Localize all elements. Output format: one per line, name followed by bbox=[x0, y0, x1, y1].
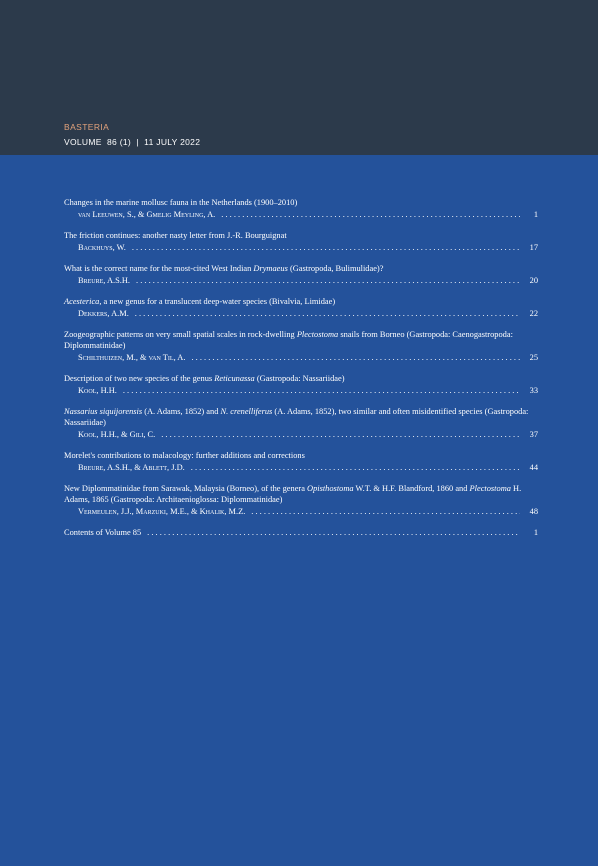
author-line bbox=[64, 308, 538, 319]
toc-entry[interactable] bbox=[64, 296, 538, 319]
journal-name: BASTERIA bbox=[64, 122, 110, 132]
article-title bbox=[64, 230, 538, 241]
title-text: What is the correct name for the most-cited West Indian bbox=[64, 264, 254, 273]
taxon-name: Opisthostoma bbox=[307, 484, 354, 493]
article-authors: Kool, H.H. bbox=[78, 386, 117, 395]
article-title bbox=[64, 263, 538, 274]
page-number: 25 bbox=[529, 353, 538, 362]
taxon-name: Plectostoma bbox=[469, 484, 511, 493]
page-number: 1 bbox=[533, 210, 538, 219]
taxon-name: N. crenelliferus bbox=[220, 407, 273, 416]
title-text: Description of two new species of the genus bbox=[64, 374, 215, 383]
article-title bbox=[64, 197, 538, 208]
article-authors: Breure, A.S.H., & Ablett, J.D. bbox=[78, 463, 185, 472]
title-text: (A. Adams, 1852) and bbox=[142, 407, 221, 416]
author-line bbox=[64, 209, 538, 220]
page-number: 22 bbox=[529, 309, 538, 318]
title-text: (Gastropoda: Nassariidae) bbox=[254, 374, 345, 383]
toc-entry[interactable] bbox=[64, 406, 538, 440]
article-authors: Breure, A.S.H. bbox=[78, 276, 131, 285]
dot-leader bbox=[161, 429, 520, 440]
article-title bbox=[64, 406, 538, 428]
toc-entries bbox=[64, 197, 538, 517]
article-title bbox=[64, 296, 538, 307]
author-line bbox=[64, 352, 538, 363]
toc-entry[interactable] bbox=[64, 450, 538, 473]
title-text: Changes in the marine mollusc fauna in the Netherlands (1900–2010) bbox=[64, 198, 298, 207]
article-authors: Dekkers, A.M. bbox=[78, 309, 129, 318]
article-title bbox=[64, 483, 538, 505]
contents-of-volume-page: 1 bbox=[533, 528, 538, 537]
page-number: 48 bbox=[529, 507, 538, 516]
page-number: 20 bbox=[529, 276, 538, 285]
article-authors: Backhuys, W. bbox=[78, 243, 126, 252]
article-title bbox=[64, 329, 538, 351]
title-text: (A. Adams, 1852), two similar and often misidentified species (Gastropoda: Nassariidae) bbox=[64, 407, 529, 427]
toc-entry[interactable] bbox=[64, 197, 538, 220]
issue-line: VOLUME 86 (1) | 11 JULY 2022 bbox=[64, 137, 201, 147]
page-number: 37 bbox=[529, 430, 538, 439]
author-line bbox=[64, 462, 538, 473]
author-line bbox=[64, 385, 538, 396]
page-number: 17 bbox=[529, 243, 538, 252]
dot-leader bbox=[251, 506, 520, 517]
article-title bbox=[64, 373, 538, 384]
title-text: New Diplommatinidae from Sarawak, Malaysia (Borneo), of the genera bbox=[64, 484, 308, 493]
taxon-name: Acesterica bbox=[64, 297, 100, 306]
table-of-contents bbox=[64, 197, 538, 538]
title-text: The friction continues: another nasty letter from J.-R. Bourguignat bbox=[64, 231, 287, 240]
title-text: snails from Borneo (Gastropoda: Caenogastropoda: Diplommatinidae) bbox=[64, 330, 513, 350]
author-line bbox=[64, 506, 538, 517]
title-text: W.T. & H.F. Blandford, 1860 and bbox=[353, 484, 470, 493]
dot-leader bbox=[132, 242, 520, 253]
dot-leader bbox=[135, 308, 520, 319]
title-text: , a new genus for a translucent deep-water species (Bivalvia, Limidae) bbox=[99, 297, 336, 306]
title-text: Zoogeographic patterns on very small spatial scales in rock-dwelling bbox=[64, 330, 297, 339]
toc-entry[interactable] bbox=[64, 373, 538, 396]
toc-entry[interactable] bbox=[64, 329, 538, 363]
page-number: 44 bbox=[529, 463, 538, 472]
dot-leader bbox=[221, 209, 520, 220]
taxon-name: Drymaeus bbox=[253, 264, 288, 273]
title-text: H. Adams, 1865 (Gastropoda: Architaenioglossa: Diplommatinidae) bbox=[64, 484, 522, 504]
dot-leader bbox=[123, 385, 520, 396]
dot-leader bbox=[191, 462, 520, 473]
toc-entry[interactable] bbox=[64, 230, 538, 253]
article-authors: Schilthuizen, M., & van Til, A. bbox=[78, 353, 186, 362]
article-authors: van Leeuwen, S., & Gmelig Meyling, A. bbox=[78, 210, 216, 219]
dot-leader bbox=[191, 352, 520, 363]
author-line bbox=[64, 429, 538, 440]
author-line bbox=[64, 242, 538, 253]
article-title bbox=[64, 450, 538, 461]
toc-entry[interactable] bbox=[64, 483, 538, 517]
title-text: Morelet's contributions to malacology: further additions and corrections bbox=[64, 451, 305, 460]
author-line bbox=[64, 275, 538, 286]
contents-of-volume-label: Contents of Volume 85 bbox=[64, 528, 142, 537]
taxon-name: Plectostoma bbox=[296, 330, 339, 339]
page-number: 33 bbox=[529, 386, 538, 395]
article-authors: Vermeulen, J.J., Marzuki, M.E., & Khalik, M.Z. bbox=[78, 507, 246, 516]
toc-entry[interactable] bbox=[64, 263, 538, 286]
taxon-name: Reticunassa bbox=[214, 374, 255, 383]
article-authors: Kool, H.H., & Gili, C. bbox=[78, 430, 156, 439]
taxon-name: Nassarius siquijorensis bbox=[64, 407, 143, 416]
title-text: (Gastropoda, Bulimulidae)? bbox=[287, 264, 384, 273]
contents-of-volume-line[interactable] bbox=[64, 527, 538, 538]
dot-leader bbox=[136, 275, 520, 286]
dot-leader bbox=[147, 527, 520, 538]
